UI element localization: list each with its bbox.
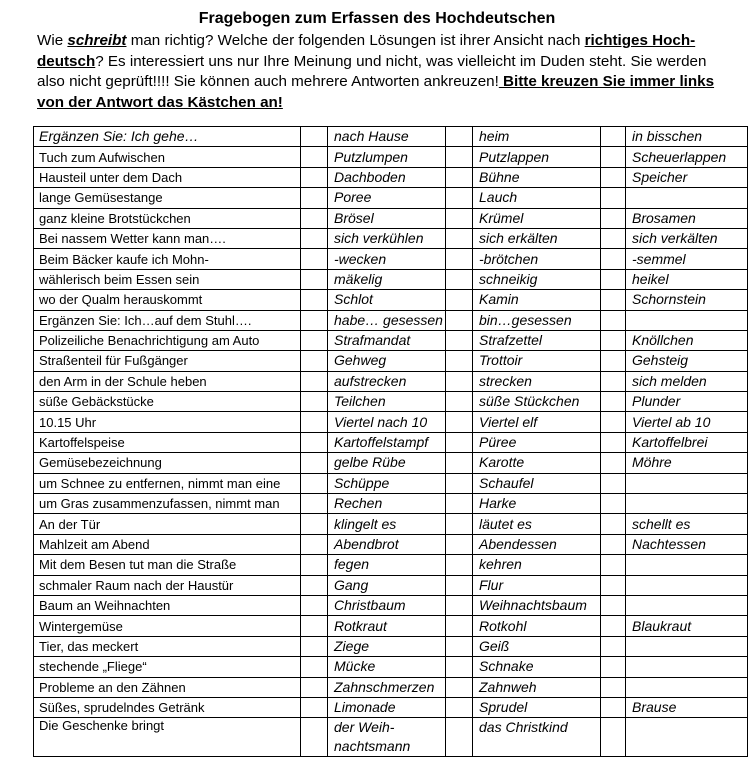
question-prompt: Ergänzen Sie: Ich gehe… bbox=[34, 127, 301, 147]
answer-checkbox-2[interactable] bbox=[446, 290, 473, 310]
answer-checkbox-2[interactable] bbox=[446, 473, 473, 493]
answer-checkbox-3[interactable] bbox=[601, 494, 626, 514]
answer-checkbox-1[interactable] bbox=[301, 657, 328, 677]
answer-option-3: Blaukraut bbox=[626, 616, 748, 636]
answer-option-2: süße Stückchen bbox=[473, 392, 601, 412]
answer-checkbox-3[interactable] bbox=[601, 147, 626, 167]
answer-checkbox-2[interactable] bbox=[446, 697, 473, 717]
answer-option-1: Mücke bbox=[328, 657, 446, 677]
answer-checkbox-3[interactable] bbox=[601, 127, 626, 147]
question-prompt: Gemüsebezeichnung bbox=[34, 453, 301, 473]
answer-checkbox-1[interactable] bbox=[301, 555, 328, 575]
table-row bbox=[34, 147, 748, 167]
intro-emphasis-schreibt: schreibt bbox=[67, 32, 127, 49]
question-prompt: um Schnee zu entfernen, nimmt man eine bbox=[34, 473, 301, 493]
question-prompt: Probleme an den Zähnen bbox=[34, 677, 301, 697]
question-prompt: wählerisch beim Essen sein bbox=[34, 269, 301, 289]
answer-option-3 bbox=[626, 494, 748, 514]
intro-part-3: ? Es interessiert uns nur Ihre Meinung und nicht, was vielleicht im Duden steht. Sie werden also nicht geprüft!!!! Sie können auch mehrere Antworten ankreuzen! bbox=[37, 52, 707, 90]
answer-checkbox-2[interactable] bbox=[446, 657, 473, 677]
question-prompt: lange Gemüsestange bbox=[34, 188, 301, 208]
answer-option-3 bbox=[626, 310, 748, 330]
answer-checkbox-2[interactable] bbox=[446, 616, 473, 636]
answer-checkbox-3[interactable] bbox=[601, 249, 626, 269]
answer-checkbox-3[interactable] bbox=[601, 555, 626, 575]
answer-checkbox-3[interactable] bbox=[601, 228, 626, 248]
answer-checkbox-1[interactable] bbox=[301, 310, 328, 330]
table-row bbox=[34, 473, 748, 493]
answer-option-1: Putzlumpen bbox=[328, 147, 446, 167]
answer-option-2: Rotkohl bbox=[473, 616, 601, 636]
answer-option-1: Kartoffelstampf bbox=[328, 432, 446, 452]
answer-option-2: Weihnachtsbaum bbox=[473, 595, 601, 615]
question-prompt: Tier, das meckert bbox=[34, 636, 301, 656]
table-row bbox=[34, 330, 748, 350]
answer-checkbox-1[interactable] bbox=[301, 616, 328, 636]
answer-checkbox-3[interactable] bbox=[601, 392, 626, 412]
question-prompt: Bei nassem Wetter kann man…. bbox=[34, 228, 301, 248]
answer-checkbox-2[interactable] bbox=[446, 188, 473, 208]
answer-option-3 bbox=[626, 473, 748, 493]
answer-checkbox-2[interactable] bbox=[446, 453, 473, 473]
answer-checkbox-1[interactable] bbox=[301, 575, 328, 595]
answer-option-1: Viertel nach 10 bbox=[328, 412, 446, 432]
answer-option-2: -brötchen bbox=[473, 249, 601, 269]
answer-option-2: Viertel elf bbox=[473, 412, 601, 432]
answer-checkbox-1[interactable] bbox=[301, 269, 328, 289]
answer-option-3: Scheuerlappen bbox=[626, 147, 748, 167]
table-row bbox=[34, 718, 748, 757]
answer-option-3: sich melden bbox=[626, 371, 748, 391]
questionnaire-table bbox=[33, 126, 748, 757]
answer-option-3 bbox=[626, 575, 748, 595]
answer-option-1: Christbaum bbox=[328, 595, 446, 615]
answer-option-1: habe… gesessen bbox=[328, 310, 446, 330]
table-row bbox=[34, 534, 748, 554]
intro-emphasis-hochdeutsch: richtiges Hoch-deutsch bbox=[37, 32, 696, 70]
answer-checkbox-1[interactable] bbox=[301, 208, 328, 228]
intro-instruction: Bitte kreuzen Sie immer links von der Antwort das Kästchen an! bbox=[37, 73, 715, 111]
answer-option-2: kehren bbox=[473, 555, 601, 575]
question-prompt: Mit dem Besen tut man die Straße bbox=[34, 555, 301, 575]
answer-option-3: Nachtessen bbox=[626, 534, 748, 554]
answer-checkbox-3[interactable] bbox=[601, 677, 626, 697]
question-prompt: süße Gebäckstücke bbox=[34, 392, 301, 412]
answer-checkbox-2[interactable] bbox=[446, 412, 473, 432]
answer-option-3: Plunder bbox=[626, 392, 748, 412]
table-row bbox=[34, 494, 748, 514]
answer-checkbox-3[interactable] bbox=[601, 575, 626, 595]
answer-checkbox-3[interactable] bbox=[601, 718, 626, 757]
answer-checkbox-1[interactable] bbox=[301, 127, 328, 147]
table-row bbox=[34, 269, 748, 289]
answer-checkbox-2[interactable] bbox=[446, 575, 473, 595]
answer-checkbox-1[interactable] bbox=[301, 412, 328, 432]
question-prompt: Wintergemüse bbox=[34, 616, 301, 636]
answer-option-3: schellt es bbox=[626, 514, 748, 534]
intro-part-1: Wie bbox=[37, 32, 68, 49]
answer-option-2: Kamin bbox=[473, 290, 601, 310]
answer-option-1: Abendbrot bbox=[328, 534, 446, 554]
answer-checkbox-1[interactable] bbox=[301, 697, 328, 717]
answer-checkbox-3[interactable] bbox=[601, 351, 626, 371]
answer-option-3 bbox=[626, 595, 748, 615]
answer-checkbox-2[interactable] bbox=[446, 228, 473, 248]
table-row bbox=[34, 412, 748, 432]
answer-option-1: -wecken bbox=[328, 249, 446, 269]
answer-checkbox-2[interactable] bbox=[446, 514, 473, 534]
answer-checkbox-3[interactable] bbox=[601, 697, 626, 717]
answer-option-2: strecken bbox=[473, 371, 601, 391]
table-row bbox=[34, 310, 748, 330]
answer-option-1: Brösel bbox=[328, 208, 446, 228]
answer-checkbox-1[interactable] bbox=[301, 473, 328, 493]
answer-option-2: Karotte bbox=[473, 453, 601, 473]
answer-checkbox-3[interactable] bbox=[601, 453, 626, 473]
answer-option-1: gelbe Rübe bbox=[328, 453, 446, 473]
answer-option-2: schneikig bbox=[473, 269, 601, 289]
table-row bbox=[34, 697, 748, 717]
answer-option-2: heim bbox=[473, 127, 601, 147]
answer-option-2: Geiß bbox=[473, 636, 601, 656]
answer-option-1: mäkelig bbox=[328, 269, 446, 289]
question-prompt: wo der Qualm herauskommt bbox=[34, 290, 301, 310]
answer-option-3: Möhre bbox=[626, 453, 748, 473]
answer-checkbox-1[interactable] bbox=[301, 494, 328, 514]
answer-checkbox-2[interactable] bbox=[446, 310, 473, 330]
answer-checkbox-3[interactable] bbox=[601, 167, 626, 187]
answer-option-2: bin…gesessen bbox=[473, 310, 601, 330]
answer-checkbox-2[interactable] bbox=[446, 595, 473, 615]
answer-option-3 bbox=[626, 188, 748, 208]
answer-checkbox-2[interactable] bbox=[446, 718, 473, 757]
answer-option-3 bbox=[626, 657, 748, 677]
answer-checkbox-3[interactable] bbox=[601, 290, 626, 310]
answer-checkbox-1[interactable] bbox=[301, 167, 328, 187]
answer-checkbox-3[interactable] bbox=[601, 412, 626, 432]
answer-option-3 bbox=[626, 677, 748, 697]
question-prompt: schmaler Raum nach der Haustür bbox=[34, 575, 301, 595]
table-row bbox=[34, 575, 748, 595]
intro-part-2: man richtig? Welche der folgenden Lösungen ist ihrer Ansicht nach bbox=[126, 32, 585, 49]
answer-option-3: Gehsteig bbox=[626, 351, 748, 371]
question-prompt: Baum an Weihnachten bbox=[34, 595, 301, 615]
answer-checkbox-3[interactable] bbox=[601, 657, 626, 677]
answer-option-1: Rotkraut bbox=[328, 616, 446, 636]
table-row bbox=[34, 555, 748, 575]
answer-option-3 bbox=[626, 718, 748, 757]
question-prompt: stechende „Fliege“ bbox=[34, 657, 301, 677]
table-row bbox=[34, 432, 748, 452]
question-prompt: Mahlzeit am Abend bbox=[34, 534, 301, 554]
table-row bbox=[34, 351, 748, 371]
answer-checkbox-2[interactable] bbox=[446, 555, 473, 575]
answer-option-3: Kartoffelbrei bbox=[626, 432, 748, 452]
answer-checkbox-3[interactable] bbox=[601, 534, 626, 554]
answer-option-3: Speicher bbox=[626, 167, 748, 187]
answer-checkbox-1[interactable] bbox=[301, 188, 328, 208]
answer-option-2: Sprudel bbox=[473, 697, 601, 717]
answer-checkbox-1[interactable] bbox=[301, 330, 328, 350]
question-prompt: Süßes, sprudelndes Getränk bbox=[34, 697, 301, 717]
answer-option-1: klingelt es bbox=[328, 514, 446, 534]
table-row bbox=[34, 208, 748, 228]
question-prompt: ganz kleine Brotstückchen bbox=[34, 208, 301, 228]
answer-option-3: -semmel bbox=[626, 249, 748, 269]
answer-option-2: Flur bbox=[473, 575, 601, 595]
question-prompt: Hausteil unter dem Dach bbox=[34, 167, 301, 187]
answer-option-2: Harke bbox=[473, 494, 601, 514]
answer-checkbox-3[interactable] bbox=[601, 514, 626, 534]
answer-option-3 bbox=[626, 555, 748, 575]
answer-checkbox-2[interactable] bbox=[446, 534, 473, 554]
answer-option-2: Trottoir bbox=[473, 351, 601, 371]
answer-checkbox-1[interactable] bbox=[301, 514, 328, 534]
question-prompt: um Gras zusammenzufassen, nimmt man bbox=[34, 494, 301, 514]
answer-option-3: Brosamen bbox=[626, 208, 748, 228]
answer-option-3: Brause bbox=[626, 697, 748, 717]
answer-checkbox-1[interactable] bbox=[301, 595, 328, 615]
answer-option-3: in bisschen bbox=[626, 127, 748, 147]
answer-option-2: Strafzettel bbox=[473, 330, 601, 350]
question-prompt: Polizeiliche Benachrichtigung am Auto bbox=[34, 330, 301, 350]
answer-option-1: Gehweg bbox=[328, 351, 446, 371]
answer-option-2: Bühne bbox=[473, 167, 601, 187]
answer-option-3: Schornstein bbox=[626, 290, 748, 310]
answer-checkbox-2[interactable] bbox=[446, 269, 473, 289]
answer-option-1: Ziege bbox=[328, 636, 446, 656]
answer-checkbox-3[interactable] bbox=[601, 310, 626, 330]
answer-option-3 bbox=[626, 636, 748, 656]
answer-checkbox-2[interactable] bbox=[446, 351, 473, 371]
answer-checkbox-1[interactable] bbox=[301, 371, 328, 391]
answer-checkbox-3[interactable] bbox=[601, 330, 626, 350]
answer-option-2: Abendessen bbox=[473, 534, 601, 554]
intro-text bbox=[37, 31, 727, 113]
table-row bbox=[34, 127, 748, 147]
answer-checkbox-1[interactable] bbox=[301, 249, 328, 269]
answer-option-2: Püree bbox=[473, 432, 601, 452]
answer-checkbox-2[interactable] bbox=[446, 127, 473, 147]
answer-checkbox-3[interactable] bbox=[601, 269, 626, 289]
question-prompt: An der Tür bbox=[34, 514, 301, 534]
answer-checkbox-3[interactable] bbox=[601, 371, 626, 391]
answer-option-1: fegen bbox=[328, 555, 446, 575]
answer-checkbox-2[interactable] bbox=[446, 167, 473, 187]
answer-option-2: sich erkälten bbox=[473, 228, 601, 248]
answer-checkbox-2[interactable] bbox=[446, 636, 473, 656]
answer-checkbox-1[interactable] bbox=[301, 636, 328, 656]
answer-checkbox-1[interactable] bbox=[301, 453, 328, 473]
answer-option-3: Viertel ab 10 bbox=[626, 412, 748, 432]
answer-checkbox-2[interactable] bbox=[446, 147, 473, 167]
answer-checkbox-1[interactable] bbox=[301, 392, 328, 412]
answer-option-1: Gang bbox=[328, 575, 446, 595]
answer-checkbox-2[interactable] bbox=[446, 432, 473, 452]
answer-option-2: Krümel bbox=[473, 208, 601, 228]
table-row bbox=[34, 249, 748, 269]
answer-option-1: Rechen bbox=[328, 494, 446, 514]
table-row bbox=[34, 188, 748, 208]
answer-option-1: Schüppe bbox=[328, 473, 446, 493]
answer-option-1: sich verkühlen bbox=[328, 228, 446, 248]
answer-option-2: Putzlappen bbox=[473, 147, 601, 167]
answer-option-1: Teilchen bbox=[328, 392, 446, 412]
table-row bbox=[34, 514, 748, 534]
table-row bbox=[34, 453, 748, 473]
table-row bbox=[34, 595, 748, 615]
table-row bbox=[34, 290, 748, 310]
page-title: Fragebogen zum Erfassen des Hochdeutschen bbox=[198, 10, 556, 27]
answer-option-2: läutet es bbox=[473, 514, 601, 534]
table-row bbox=[34, 167, 748, 187]
answer-checkbox-2[interactable] bbox=[446, 330, 473, 350]
answer-checkbox-1[interactable] bbox=[301, 351, 328, 371]
table-row bbox=[34, 677, 748, 697]
answer-checkbox-3[interactable] bbox=[601, 636, 626, 656]
answer-option-1: der Weih-nachtsmann bbox=[328, 718, 446, 757]
answer-checkbox-1[interactable] bbox=[301, 432, 328, 452]
answer-checkbox-3[interactable] bbox=[601, 432, 626, 452]
answer-checkbox-3[interactable] bbox=[601, 595, 626, 615]
table-row bbox=[34, 616, 748, 636]
answer-checkbox-3[interactable] bbox=[601, 616, 626, 636]
answer-option-2: Schaufel bbox=[473, 473, 601, 493]
table-row bbox=[34, 392, 748, 412]
answer-option-2: Zahnweh bbox=[473, 677, 601, 697]
answer-option-1: Poree bbox=[328, 188, 446, 208]
answer-checkbox-1[interactable] bbox=[301, 677, 328, 697]
answer-checkbox-1[interactable] bbox=[301, 718, 328, 757]
answer-option-1: Schlot bbox=[328, 290, 446, 310]
table-row bbox=[34, 657, 748, 677]
answer-checkbox-2[interactable] bbox=[446, 371, 473, 391]
answer-checkbox-2[interactable] bbox=[446, 249, 473, 269]
question-prompt: Straßenteil für Fußgänger bbox=[34, 351, 301, 371]
answer-checkbox-2[interactable] bbox=[446, 208, 473, 228]
question-prompt: Tuch zum Aufwischen bbox=[34, 147, 301, 167]
question-prompt: Die Geschenke bringt bbox=[34, 718, 301, 757]
answer-option-3: Knöllchen bbox=[626, 330, 748, 350]
question-prompt: Ergänzen Sie: Ich…auf dem Stuhl…. bbox=[34, 310, 301, 330]
answer-checkbox-1[interactable] bbox=[301, 228, 328, 248]
answer-option-2: Lauch bbox=[473, 188, 601, 208]
answer-option-1: Strafmandat bbox=[328, 330, 446, 350]
answer-checkbox-2[interactable] bbox=[446, 494, 473, 514]
answer-checkbox-1[interactable] bbox=[301, 534, 328, 554]
question-prompt: den Arm in der Schule heben bbox=[34, 371, 301, 391]
answer-option-1: Dachboden bbox=[328, 167, 446, 187]
answer-checkbox-2[interactable] bbox=[446, 677, 473, 697]
question-prompt: Kartoffelspeise bbox=[34, 432, 301, 452]
answer-option-1: Limonade bbox=[328, 697, 446, 717]
answer-checkbox-1[interactable] bbox=[301, 147, 328, 167]
question-prompt: Beim Bäcker kaufe ich Mohn- bbox=[34, 249, 301, 269]
answer-option-1: Zahnschmerzen bbox=[328, 677, 446, 697]
answer-option-2: das Christkind bbox=[473, 718, 601, 757]
table-row bbox=[34, 371, 748, 391]
answer-option-1: aufstrecken bbox=[328, 371, 446, 391]
answer-checkbox-3[interactable] bbox=[601, 188, 626, 208]
answer-option-3: sich verkälten bbox=[626, 228, 748, 248]
answer-checkbox-2[interactable] bbox=[446, 392, 473, 412]
answer-option-2: Schnake bbox=[473, 657, 601, 677]
answer-option-3: heikel bbox=[626, 269, 748, 289]
table-row bbox=[34, 636, 748, 656]
answer-option-1: nach Hause bbox=[328, 127, 446, 147]
answer-checkbox-3[interactable] bbox=[601, 473, 626, 493]
table-row bbox=[34, 228, 748, 248]
question-prompt: 10.15 Uhr bbox=[34, 412, 301, 432]
answer-checkbox-3[interactable] bbox=[601, 208, 626, 228]
answer-checkbox-1[interactable] bbox=[301, 290, 328, 310]
